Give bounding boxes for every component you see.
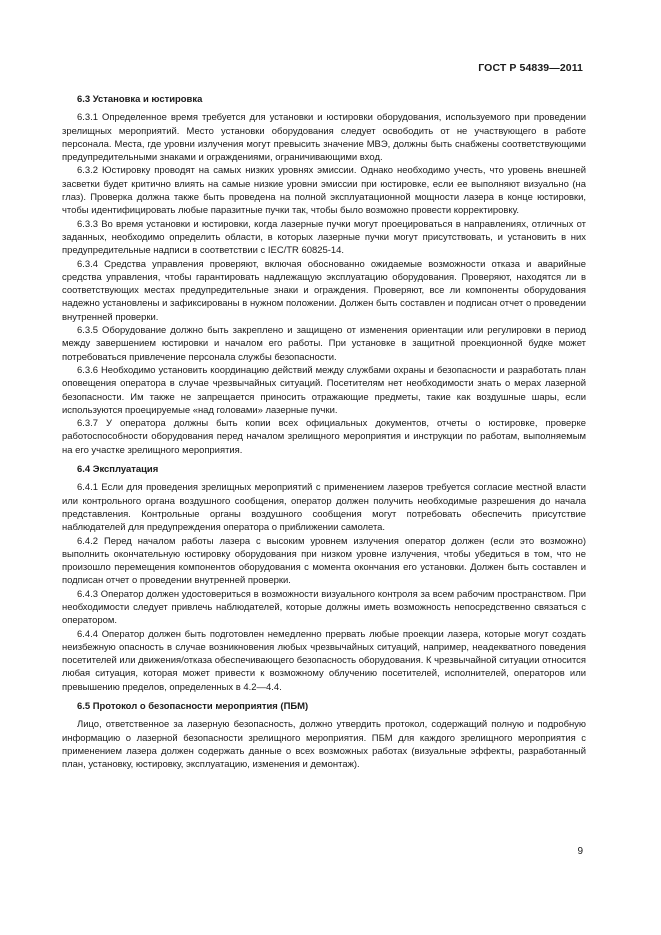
section-heading-6-4: 6.4 Эксплуатация [77, 464, 159, 476]
standard-header: ГОСТ Р 54839—2011 [478, 62, 583, 74]
paragraph-6-3-3: 6.3.3 Во время установки и юстировки, когда лазерные пучки могут проецироваться в направлениях, отличных от заданных, необходимо определить области, в которых лазерные пучки могут присутствовать, и установить в них предупредительные надписи в соответствии с IEC/TR 60825-14. [62, 218, 586, 257]
paragraph-6-4-2: 6.4.2 Перед началом работы лазера с высоким уровнем излучения оператор должен (если это возможно) выполнить окончательную юстировку оборудования при низком уровне излучения, чтобы убедиться в том, что не произошло перемещения компонентов оборудования с момента окончания его установки. Должен быть составлен и подписан отчет о проведении внутренней проверки. [62, 535, 586, 587]
paragraph-6-4-4: 6.4.4 Оператор должен быть подготовлен немедленно прервать любые проекции лазера, которые могут создать неизбежную опасность в случае возникновения любых чрезвычайных ситуаций, например, неадекватного поведения посетителей или движения/отказа обеспечивающего безопасность оборудования. К чрезвычайной ситуации относится любая ситуация, которая может привести к возможному облучению посетителей, исполнителей, операторов или превышению пределов, определенных в 4.2—4.4. [62, 628, 586, 693]
paragraph-6-3-7: 6.3.7 У оператора должны быть копии всех официальных документов, отчеты о юстировке, проверке работоспособности оборудования перед началом зрелищного мероприятия и инструкции по работам, выполняемым на его участке зрелищного мероприятия. [62, 418, 586, 456]
document-body [62, 93, 586, 772]
paragraph-6-5: Лицо, ответственное за лазерную безопасность, должно утвердить протокол, содержащий полную и подробную информацию о лазерной безопасности зрелищного мероприятия. ПБМ для каждого зрелищного мероприятия с применением лазера должен содержать данные о всех возможных работах (визуальные эффекты, разработанный план, установку, юстировку, эксплуатацию, изменения и демонтаж). [62, 719, 586, 771]
section-heading-6-5: 6.5 Протокол о безопасности мероприятия (ПБМ) [77, 701, 309, 713]
paragraph-6-4-3: 6.4.3 Оператор должен удостовериться в возможности визуального контроля за всем рабочим пространством. При необходимости следует привлечь наблюдателей, которые должны иметь возможность непосредственно связаться с оператором. [62, 588, 586, 627]
paragraph-6-3-5: 6.3.5 Оборудование должно быть закреплено и защищено от изменения ориентации или регулировки в период между завершением юстировки и началом его работы. При установке в защитной проекционной будке может потребоваться привлечение персонала службы безопасности. [62, 325, 586, 363]
paragraph-6-3-4: 6.3.4 Средства управления проверяют, включая обоснованно ожидаемые возможности отказа и аварийные средства управления, чтобы гарантировать надлежащую эксплуатацию оборудования. Проверяют, находятся ли в соответствующих местах предупредительные знаки и ограждения. Проверяют, все ли компоненты оборудования надежно установлены и зафиксированы в нужном положении. Должен быть составлен и подписан отчет о проведении внутренней проверки. [62, 258, 586, 323]
page-number: 9 [577, 846, 583, 857]
paragraph-6-4-1: 6.4.1 Если для проведения зрелищных мероприятий с применением лазеров требуется согласие местной власти или контрольного органа воздушного сообщения, оператор должен получить необходимые разрешения до начала представления. Контрольные органы воздушного сообщения могут потребовать обеспечить присутствие наблюдателей для предупреждения оператора о приближении самолета. [62, 482, 586, 534]
paragraph-6-3-6: 6.3.6 Необходимо установить координацию действий между службами охраны и безопасности и разработать план оповещения оператора в случае чрезвычайных ситуаций. Посетителям нет необходимости знать о мерах лазерной безопасности. Им также не запрещается приносить отражающие предметы, такие как воздушные шары, если используются проецируемые «над головами» лазерные пучки. [62, 364, 586, 416]
section-heading-6-3: 6.3 Установка и юстировка [77, 94, 203, 105]
paragraph-6-3-1: 6.3.1 Определенное время требуется для установки и юстировки оборудования, используемого при проведении зрелищных мероприятий. Место установки оборудования следует освободить от не участвующего в работе персонала. Места, где уровни излучения могут превысить значение МВЭ, должны быть снабжены соответствующими предупредительными знаками и ограждениями, ограничивающими вход. [62, 112, 586, 164]
paragraph-6-3-2: 6.3.2 Юстировку проводят на самых низких уровнях эмиссии. Однако необходимо учесть, что уровень внешней засветки будет критично влиять на самые низкие уровни эмиссии при юстировке, если ее выполняют визуально (на глаз). Проверка должна также быть проведена на полной эксплуатационной мощности лазера в конце юстировки, чтобы идентифицировать любые паразитные пучки так, чтобы было возможно провести корректировку. [62, 165, 586, 217]
